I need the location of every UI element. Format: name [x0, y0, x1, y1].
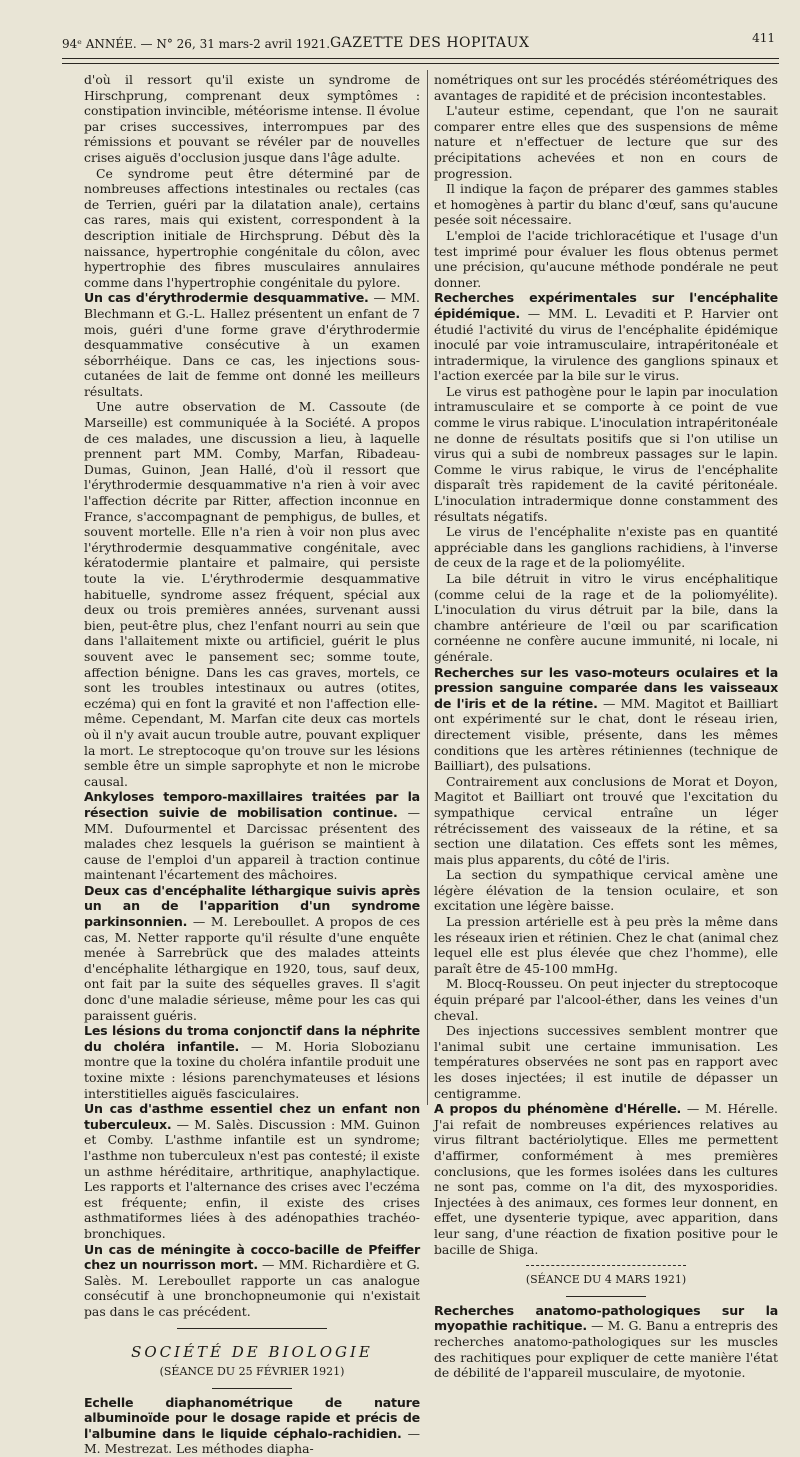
paragraph: d'où il ressort qu'il existe un syndrome de Hirschprung, comprenant deux symptômes : constipation invincible, météorisme intense. Il évolue par crises successives, interrompues par des rémissions et pouvant se révéler par de nouvelles crises aiguës d'occlusion jusque dans l'âge adulte. — [84, 72, 420, 165]
article-text: — MM. Magitot et Bailliart ont expérimenté sur le chat, dont le réseau irien, directement visible, présente, dans les mêmes conditions que les artères rétiniennes (technique de Bailliart), des pulsations. — [434, 695, 778, 774]
paragraph: nométriques ont sur les procédés stéréométriques des avantages de rapidité et de précision incontestables. — [434, 72, 778, 103]
section-rule — [212, 1388, 292, 1389]
header-rule — [62, 58, 779, 59]
article-text: — MM. L. Levaditi et P. Harvier ont étudié l'activité du virus de l'encéphalite épidémique inoculé par voie intramusculaire, intrapéritonéale et intradermique, la virulence des ganglions spinaux et l'action exercée par la bile sur le virus. — [434, 305, 778, 384]
article-title: Un cas d'érythrodermie desquammative. — [84, 290, 369, 306]
paragraph: L'auteur estime, cependant, que l'on ne saurait comparer entre elles que des suspensions de même nature et n'effectuer de lecture que sur des précipitations achevées et non en cours de progression. — [434, 103, 778, 181]
issue-info: 94ᵉ ANNÉE. — N° 26, 31 mars-2 avril 1921. — [62, 37, 331, 51]
article-title: Les lésions du troma conjonctif dans la néphrite du choléra infantile. — [84, 1023, 420, 1054]
article-title: Ankyloses temporo-maxillaires traitées par la résection suivie de mobilisation continue. — [84, 789, 420, 820]
article-text: — MM. Blechmann et G.-L. Hallez présentent un enfant de 7 mois, guéri d'une forme grave d'érythrodermie desquammative consécutive à un examen séborrhéique. Dans ce cas, les injections sous-cutanées de lait de femme ont donné les meilleurs résultats. — [84, 290, 420, 399]
paragraph: Il indique la façon de préparer des gammes stables et homogènes à partir du blanc d'œuf, sans qu'aucune pesée soit nécessaire. — [434, 181, 778, 228]
article-title: Deux cas d'encéphalite léthargique suivis après un an de l'apparition d'un syndrome parkinsonnien. — [84, 882, 420, 930]
section-rule — [526, 1265, 686, 1266]
article-title: Recherches sur les vaso-moteurs oculaires et la pression sanguine comparée dans les vaisseaux de l'iris et de la rétine. — [434, 664, 778, 711]
article-text: — M. Mestrezat. Les méthodes diapha- — [84, 1425, 420, 1457]
article-text: — MM. Dufourmentel et Darcissac présentent des malades chez lesquels la guérison se maintient à cause de l'emploi d'un appareil à traction continue maintenant l'écartement des mâchoires. — [84, 804, 420, 883]
article-title: Recherches anatomo-pathologiques sur la myopathie rachitique. — [434, 1302, 778, 1334]
article-text: — M. Hérelle. J'ai refait de nombreuses expériences relatives au virus filtrant bactériolytique. Elles me permettent d'affirmer, conformément à mes premières conclusions, que les formes isolées dans les cultures ne sont pas, comme on l'a dit, des myxosporidies. Injectées à des animaux, ces formes leur donnent, en effet, une dysenterie typique, avec apparition, dans leur sang, d'une réaction de fixation positive pour le bacille de Shiga. — [434, 1101, 778, 1257]
article-title: A propos du phénomène d'Hérelle. — [434, 1101, 682, 1117]
journal-title: GAZETTE DES HOPITAUX — [330, 35, 530, 51]
paragraph: M. Blocq-Rousseu. On peut injecter du streptocoque équin préparé par l'alcool-éther, dans les veines d'un cheval. — [434, 976, 778, 1023]
header-rule-thin — [62, 63, 779, 64]
article-text: — M. Lereboullet. A propos de ces cas, M. Netter rapporte qu'il résulte d'une enquête menée à Sarrebrück que des malades atteints d'encéphalite léthargique en 1920, tous, sauf deux, ont fait par la suite des séquelles graves. Il s'agit donc d'une maladie sérieuse, même pour les cas qui paraissent guéris. — [84, 914, 420, 1023]
paragraph: Une autre observation de M. Cassoute (de Marseille) est communiquée à la Société. A propos de ces malades, une discussion a lieu, à laquelle prennent part MM. Comby, Marfan, Ribadeau-Dumas, Guinon, Jean Hallé, d'où il ressort que l'érythrodermie desquammative n'a rien à voir avec l'affection décrite par Ritter, affection inconnue en France, s'accompagnant de pemphigus, de bulles, et souvent mortelle. Elle n'a rien à voir non plus avec l'érythrodermie desquammative congénitale, avec kératodermie plantaire et palmaire, qui persiste toute la vie. L'érythrodermie desquammative habituelle, syndrome assez fréquent, spécial aux deux ou trois premières années, survenant aussi bien, peut-être plus, chez l'enfant nourri au sein que dans l'allaitement mixte ou artificiel, guérit le plus souvent avec le pansement sec; somme toute, affection bénigne. Dans les cas graves, mortels, ce sont les troubles intestinaux ou autres (otites, eczéma) qui en font la gravité et non l'affection elle-même. Cependant, M. Marfan cite deux cas mortels où il n'y avait aucun trouble autre, pouvant expliquer la mort. Le streptocoque qu'on trouve sur les lésions semble être un simple saprophyte et non le microbe causal. — [84, 399, 420, 789]
section-title: SOCIÉTÉ DE BIOLOGIE — [131, 1342, 373, 1361]
article-title: Recherches expérimentales sur l'encéphalite épidémique. — [434, 290, 778, 321]
paragraph: L'emploi de l'acide trichloracétique et l'usage d'un test imprimé pour évaluer les flous obtenus permet une précision, qu'aucune méthode pondérale ne peut donner. — [434, 227, 778, 290]
section-rule — [177, 1328, 327, 1329]
page-number: 411 — [752, 31, 775, 45]
column-divider — [427, 70, 428, 1105]
section-date: (SÉANCE DU 25 FÉVRIER 1921) — [159, 1365, 345, 1379]
paragraph: Des injections successives semblent montrer que l'animal subit une certaine immunisation. Les températures observées ne sont pas en rapport avec les doses injectées; il est inutile de dépasser un centigramme. — [434, 1023, 778, 1101]
article-title: Un cas d'asthme essentiel chez un enfant non tuberculeux. — [84, 1101, 420, 1132]
paragraph: La pression artérielle est à peu près la même dans les réseaux irien et rétinien. Chez le chat (animal chez lequel elle est plus élevée que chez l'homme), elle paraît être de 45-100 mmHg. — [434, 914, 778, 976]
paragraph: La bile détruit in vitro le virus encéphalitique (comme celui de la rage et de la poliomyélite). L'inoculation du virus détruit par la bile, dans la chambre antérieure de l'œil ou par scarification cornéenne ne confère aucune immunité, ni locale, ni générale. — [434, 571, 778, 664]
paragraph: Le virus est pathogène pour le lapin par inoculation intramusculaire et se comporte à ce point de vue comme le virus rabique. L'inoculation intrapéritonéale ne donne de résultats positifs que si l'on utilise un virus qui a subi de nombreux passages sur le lapin. Comme le virus rabique, le virus de l'encéphalite disparaît très rapidement de la cavité péritonéale. L'inoculation intradermique donne constamment des résultats négatifs. — [434, 383, 778, 524]
article-text: — M. Salès. Discussion : MM. Guinon et Comby. L'asthme infantile est un syndrome; l'asthme non tuberculeux n'est pas contesté; il existe un asthme héréditaire, arthritique, anaphylactique. Les rapports et l'alternance des crises avec l'eczéma est fréquente; enfin, il existe des crises asthmatiformes liées à des adénopathies trachéo-bronchiques. — [84, 1116, 420, 1241]
section-rule — [566, 1296, 646, 1297]
article-text: — M. Horia Slobozianu montre que la toxine du choléra infantile produit une toxine mixte : lésions parenchymateuses et lésions interstitielles aiguës fasciculaires. — [84, 1038, 421, 1101]
page-header — [62, 28, 777, 52]
paragraph: Le virus de l'encéphalite n'existe pas en quantité appréciable dans les ganglions rachidiens, à l'inverse de ceux de la rage et de la poliomyélite. — [434, 524, 778, 571]
article-text: — M. G. Banu a entrepris des recherches anatomo-pathologiques sur les muscles des rachitiques pour expliquer de cette manière l'état de débilité de l'appareil musculaire, de myotonie. — [434, 1318, 778, 1381]
section-date: (SÉANCE DU 4 MARS 1921) — [525, 1273, 687, 1287]
paragraph: Contrairement aux conclusions de Morat et Doyon, Magitot et Bailliart ont trouvé que l'excitation du sympathique cervical entraîne un léger rétrécissement des vaisseaux de la rétine, et sa section une dilatation. Ces effets sont les mêmes, mais plus apparents, du côté de l'iris. — [434, 773, 778, 867]
article-text: — MM. Richardière et G. Salès. M. Lereboullet rapporte un cas analogue consécutif à une bronchopneumonie qui n'existait pas dans le cas précédent. — [84, 1257, 421, 1319]
left-column — [84, 72, 420, 1457]
article-title: Un cas de méningite à cocco-bacille de Pfeiffer chez un nourrisson mort. — [84, 1241, 420, 1273]
right-column — [434, 72, 778, 1381]
paragraph: La section du sympathique cervical amène une légère élévation de la tension oculaire, et son excitation une légère baisse. — [434, 867, 778, 914]
article-title: Echelle diaphanométrique de nature albuminoïde pour le dosage rapide et précis de l'albumine dans le liquide céphalo-rachidien. — [84, 1394, 420, 1441]
paragraph: Ce syndrome peut être déterminé par de nombreuses affections intestinales ou rectales (cas de Terrien, guéri par la dilatation anale), certains cas rares, mais qui existent, correspondent à la description initiale de Hirchsprung. Début dès la naissance, hypertrophie congénitale du côlon, avec hypertrophie des fibres musculaires annulaires comme dans l'hypertrophie congénitale du pylore. — [84, 165, 420, 290]
